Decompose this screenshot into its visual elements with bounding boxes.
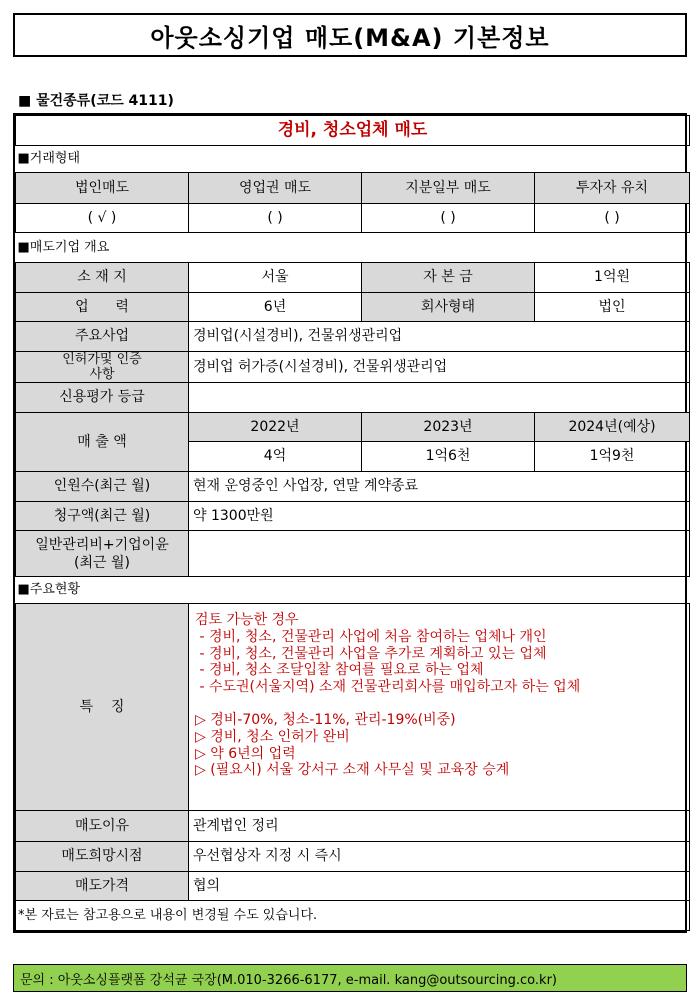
- deal-type-header: 법인매도: [16, 173, 189, 204]
- feature-case: - 수도권(서울지역) 소재 건물관리회사를 매입하고자 하는 업체: [195, 679, 581, 696]
- timing-value: 우선협상자 지정 시 즉시: [189, 842, 690, 872]
- location-value: 서울: [189, 263, 362, 293]
- timing-label: 매도희망시점: [16, 842, 189, 872]
- sales-value: 1억9천: [535, 442, 690, 472]
- price-label: 매도가격: [16, 872, 189, 901]
- sales-year: 2024년(예상): [535, 413, 690, 442]
- section-status: ■주요현황: [16, 577, 690, 604]
- info-sheet: [13, 113, 687, 933]
- deal-type-mark-row: [16, 204, 690, 233]
- deal-type-header-row: [16, 173, 690, 204]
- feature-case: - 경비, 청소 조달입찰 참여를 필요로 하는 업체: [195, 662, 484, 679]
- feature-label: 특 징: [16, 604, 189, 811]
- feature-case: - 경비, 청소, 건물관리 사업을 추가로 계획하고 있는 업체: [195, 645, 547, 662]
- history-label: 업 력: [16, 293, 189, 322]
- headline-row: [16, 116, 690, 146]
- license-value: 경비업 허가증(시설경비), 건물위생관리업: [189, 352, 690, 383]
- sales-year: 2022년: [189, 413, 362, 442]
- credit-value: [189, 383, 690, 413]
- feature-point: ▷ 경비, 청소 인허가 완비: [195, 728, 350, 745]
- deal-type-mark: ( √ ): [16, 204, 189, 233]
- history-value: 6년: [189, 293, 362, 322]
- section-overview: ■매도기업 개요: [16, 233, 690, 263]
- license-label: 인허가및 인증사항: [16, 352, 189, 383]
- feature-intro: 검토 가능한 경우: [195, 612, 299, 628]
- item-category: ■ 물건종류(코드 4111): [18, 93, 174, 109]
- deal-type-mark: ( ): [362, 204, 535, 233]
- company-type-value: 법인: [535, 293, 690, 322]
- sales-year: 2023년: [362, 413, 535, 442]
- credit-label: 신용평가 등급: [16, 383, 189, 413]
- capital-label: 자 본 금: [362, 263, 535, 293]
- sales-value: 1억6천: [362, 442, 535, 472]
- deal-type-header: 영업권 매도: [189, 173, 362, 204]
- feature-case: - 경비, 청소, 건물관리 사업에 처음 참여하는 업체나 개인: [195, 628, 547, 645]
- page-title: 아웃소싱기업 매도(M&A) 기본정보: [13, 13, 687, 57]
- business-label: 주요사업: [16, 322, 189, 352]
- deal-type-mark: ( ): [535, 204, 690, 233]
- capital-value: 1억원: [535, 263, 690, 293]
- business-value: 경비업(시설경비), 건물위생관리업: [189, 322, 690, 352]
- feature-point: ▷ 약 6년의 업력: [195, 745, 296, 762]
- feature-point: ▷ (필요시) 서울 강서구 소재 사무실 및 교육장 승계: [195, 762, 510, 779]
- location-label: 소 재 지: [16, 263, 189, 293]
- feature-content: [189, 604, 690, 811]
- overhead-label: 일반관리비+기업이윤 (최근 월): [16, 531, 189, 577]
- deal-type-header: 투자자 유치: [535, 173, 690, 204]
- sales-value: 4억: [189, 442, 362, 472]
- feature-gap: [195, 696, 683, 712]
- reason-value: 관계법인 정리: [189, 811, 690, 842]
- reason-label: 매도이유: [16, 811, 189, 842]
- price-value: 협의: [189, 872, 690, 901]
- feature-point: ▷ 경비-70%, 청소-11%, 관리-19%(비중): [195, 711, 456, 728]
- billing-value: 약 1300만원: [189, 502, 690, 531]
- deal-type-mark: ( ): [189, 204, 362, 233]
- company-type-label: 회사형태: [362, 293, 535, 322]
- disclaimer-note: *본 자료는 참고용으로 내용이 변경될 수도 있습니다.: [16, 901, 690, 931]
- billing-label: 청구액(최근 월): [16, 502, 189, 531]
- staff-label: 인원수(최근 월): [16, 472, 189, 502]
- contact-bar: 문의 : 아웃소싱플랫폼 강석균 국장(M.010-3266-6177, e-mail. kang@outsourcing.co.kr): [13, 964, 687, 992]
- sales-label: 매 출 액: [16, 413, 189, 472]
- overhead-value: [189, 531, 690, 577]
- deal-type-header: 지분일부 매도: [362, 173, 535, 204]
- section-deal-type: ■거래형태: [16, 146, 690, 173]
- headline: 경비, 청소업체 매도: [16, 116, 690, 146]
- staff-value: 현재 운영중인 사업장, 연말 계약종료: [189, 472, 690, 502]
